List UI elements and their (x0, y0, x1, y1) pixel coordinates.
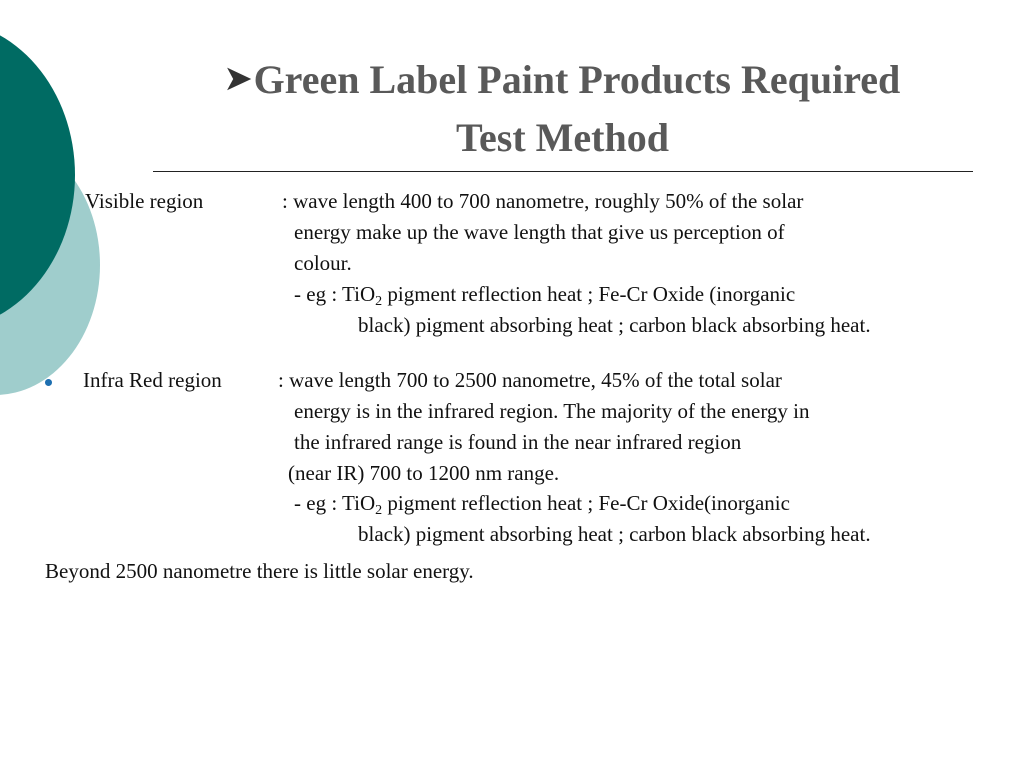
visible-example-subscript: 2 (375, 294, 383, 309)
title-line-1-text: Green Label Paint Products Required (253, 57, 901, 102)
title-line-2: Test Method (456, 115, 669, 160)
infrared-example-rest: pigment reflection heat ; Fe-Cr Oxide(inorganic (382, 491, 790, 515)
infrared-desc-line-4: (near IR) 700 to 1200 nm range. (288, 461, 560, 485)
title-line-1 (150, 52, 975, 110)
infrared-desc-line-2: energy is in the infrared region. The majority of the energy in (294, 399, 810, 423)
title-underline (153, 171, 973, 172)
visible-desc-line-3: colour. (294, 251, 352, 275)
footer-note: Beyond 2500 nanometre there is little solar energy. (45, 559, 474, 583)
visible-desc-line-1: : wave length 400 to 700 nanometre, roughly 50% of the solar (282, 189, 804, 213)
visible-example-prefix: - eg : TiO (294, 282, 376, 306)
arrow-bullet-icon: ➤ (224, 60, 252, 96)
visible-example-line-2: black) pigment absorbing heat ; carbon black absorbing heat. (358, 313, 871, 337)
visible-example-line-1 (294, 282, 796, 309)
visible-example-rest: pigment reflection heat ; Fe-Cr Oxide (inorganic (382, 282, 796, 306)
slide-title (150, 52, 975, 165)
infrared-desc-line-1: : wave length 700 to 2500 nanometre, 45% of the total solar (278, 368, 782, 392)
bullet-dot-icon (45, 379, 52, 386)
visible-region-label: Visible region (85, 189, 204, 213)
infrared-example-prefix: - eg : TiO (294, 491, 376, 515)
visible-desc-line-2: energy make up the wave length that give us perception of (294, 220, 785, 244)
infrared-example-line-2: black) pigment absorbing heat ; carbon black absorbing heat. (358, 522, 871, 546)
infrared-desc-line-3: the infrared range is found in the near infrared region (294, 430, 742, 454)
infrared-region-label: Infra Red region (83, 368, 222, 392)
infrared-example-subscript: 2 (375, 503, 383, 518)
infrared-example-line-1 (294, 491, 790, 518)
